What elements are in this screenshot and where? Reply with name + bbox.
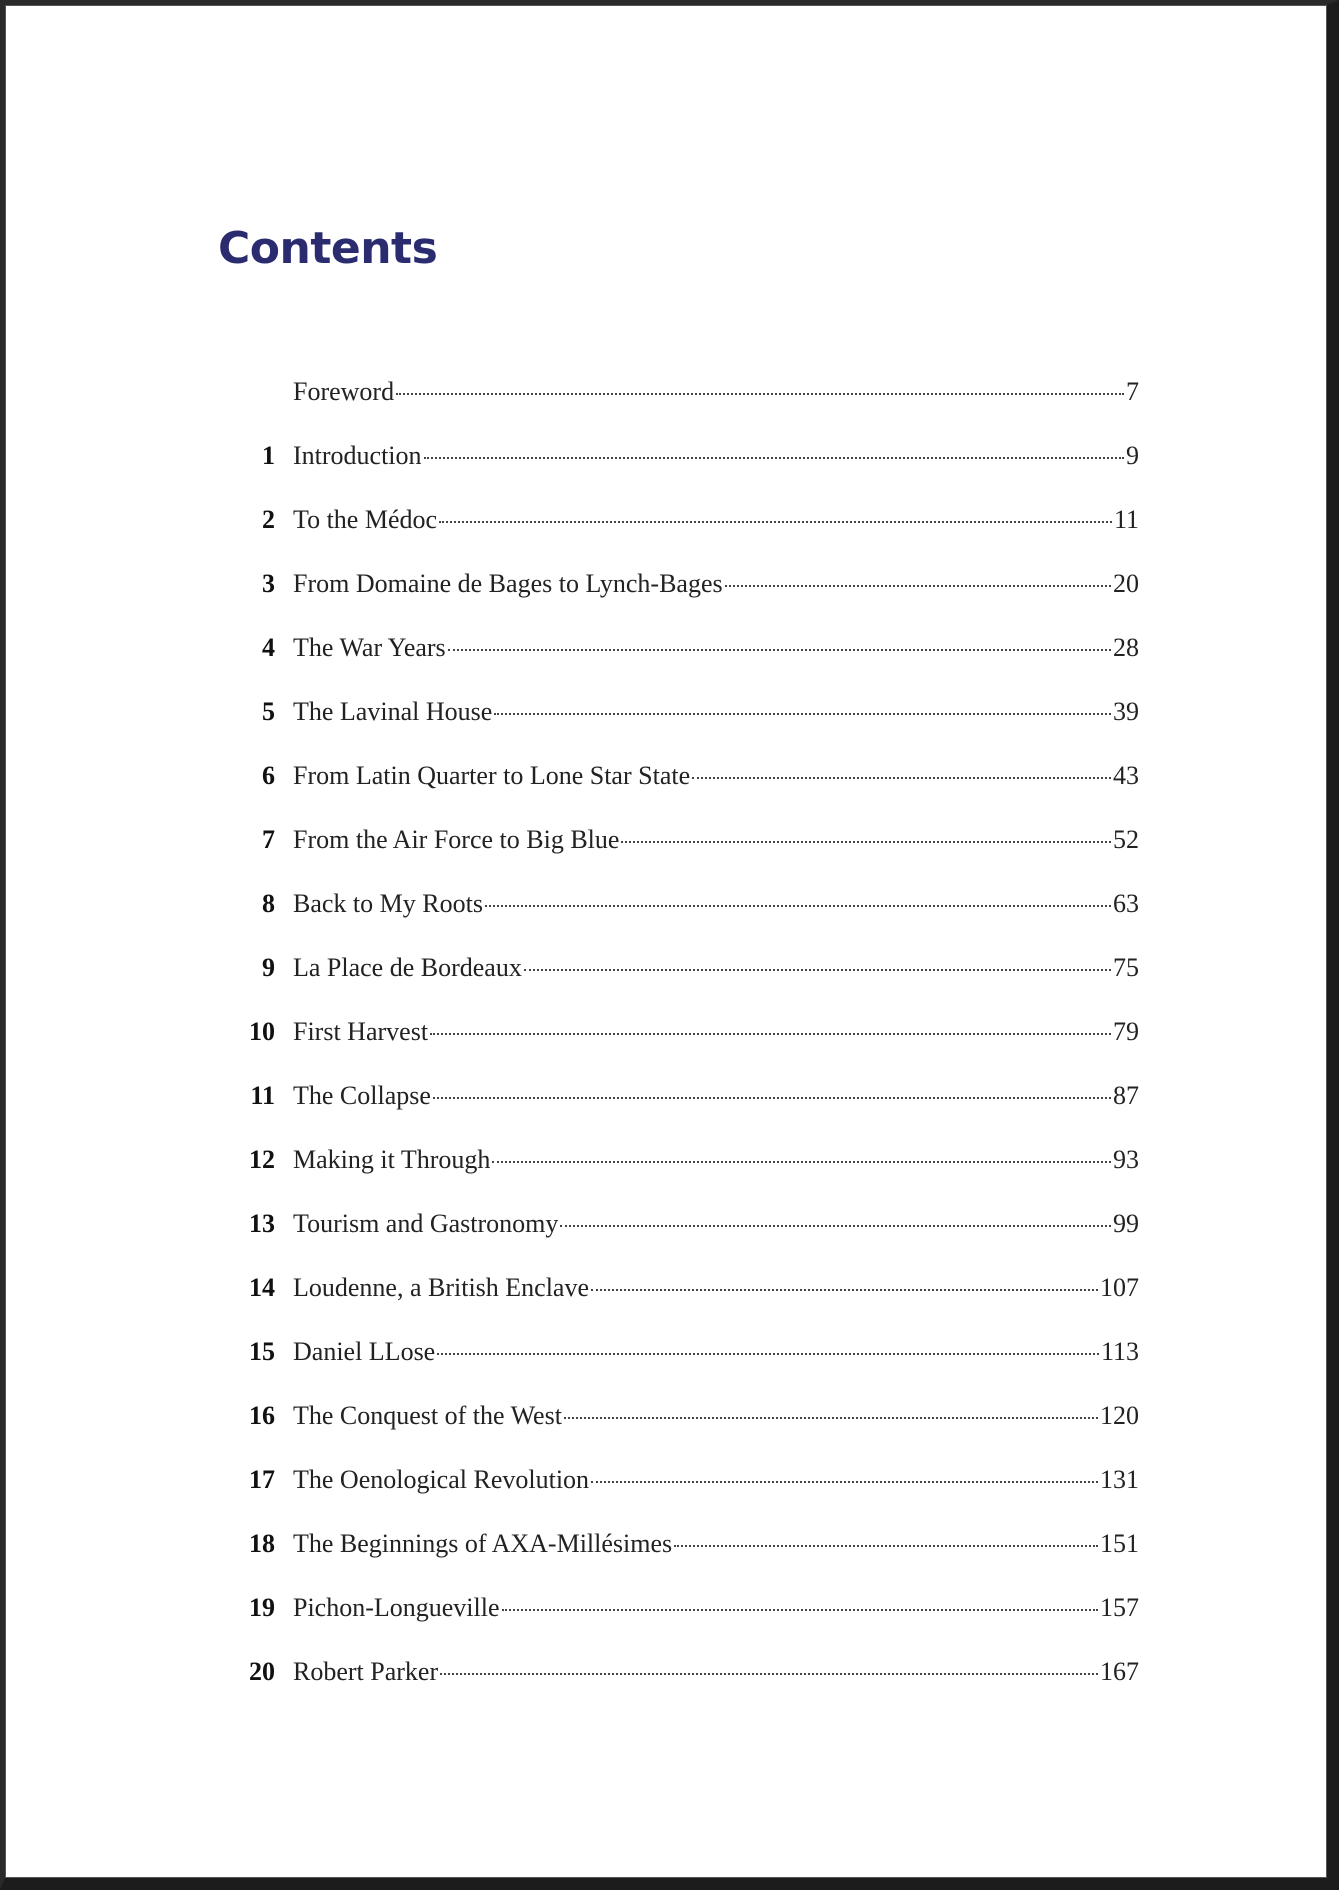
toc-entry-chapter-10[interactable]: [230, 1017, 1139, 1081]
toc-entry-title: To the Médoc: [293, 505, 438, 534]
dot-leader: [560, 1225, 1111, 1227]
toc-entry-number: 11: [250, 1081, 275, 1110]
toc-entry-page: 131: [1100, 1465, 1139, 1494]
dot-leader: [424, 457, 1124, 459]
toc-entry-number: 12: [249, 1145, 275, 1174]
toc-entry-number: 1: [262, 441, 275, 470]
toc-entry-title: The War Years: [293, 633, 446, 662]
toc-entry-page: 120: [1100, 1401, 1139, 1430]
toc-entry-chapter-6[interactable]: [230, 761, 1139, 825]
toc-entry-number: 9: [262, 953, 275, 982]
toc-entry-chapter-2[interactable]: [230, 505, 1139, 569]
toc-entry-number: 4: [262, 633, 275, 662]
toc-entry-title: Loudenne, a British Enclave: [293, 1273, 590, 1302]
toc-entry-page: 20: [1113, 569, 1139, 598]
dot-leader: [440, 1673, 1098, 1675]
dot-leader: [692, 777, 1111, 779]
toc-entry-chapter-9[interactable]: [230, 953, 1139, 1017]
toc-entry-title: Pichon-Longueville: [293, 1593, 500, 1622]
toc-entry-page: 87: [1113, 1081, 1139, 1110]
toc-entry-number: 5: [262, 697, 275, 726]
toc-entry-page: 52: [1113, 825, 1139, 854]
toc-entry-chapter-17[interactable]: [230, 1465, 1139, 1529]
dot-leader: [396, 393, 1124, 395]
toc-entry-chapter-11[interactable]: [230, 1081, 1139, 1145]
toc-entry-page: 107: [1100, 1273, 1139, 1302]
toc-entry-number: 14: [249, 1273, 275, 1302]
toc-entry-number: 17: [249, 1465, 275, 1494]
toc-entry-title: From Domaine de Bages to Lynch-Bages: [293, 569, 723, 598]
toc-entry-number: 16: [249, 1401, 275, 1430]
toc-entry-number: 10: [249, 1017, 275, 1046]
toc-entry-page: 99: [1113, 1209, 1139, 1238]
toc-entry-title: Tourism and Gastronomy: [293, 1209, 559, 1238]
dot-leader: [591, 1289, 1098, 1291]
toc-entry-page: 43: [1113, 761, 1139, 790]
toc-entry-chapter-5[interactable]: [230, 697, 1139, 761]
toc-entry-title: The Beginnings of AXA-Millésimes: [293, 1529, 673, 1558]
dot-leader: [502, 1609, 1098, 1611]
dot-leader: [564, 1417, 1098, 1419]
dot-leader: [725, 585, 1111, 587]
toc-entry-chapter-14[interactable]: [230, 1273, 1139, 1337]
toc-entry-page: 93: [1113, 1145, 1139, 1174]
toc-entry-title: The Lavinal House: [293, 697, 493, 726]
toc-entry-title: Robert Parker: [293, 1657, 439, 1686]
toc-entry-title: Foreword: [293, 377, 395, 406]
toc-entry-chapter-19[interactable]: [230, 1593, 1139, 1657]
toc-entry-title: The Conquest of the West: [293, 1401, 562, 1430]
toc-entry-title: Daniel LLose: [293, 1337, 436, 1366]
dot-leader: [674, 1545, 1098, 1547]
toc-entry-page: 11: [1113, 505, 1139, 534]
dot-leader: [524, 969, 1111, 971]
toc-entry-number: 2: [262, 505, 275, 534]
toc-entry-page: 79: [1113, 1017, 1139, 1046]
page-title: Contents: [218, 223, 438, 274]
toc-entry-title: The Oenological Revolution: [293, 1465, 590, 1494]
dot-leader: [437, 1353, 1099, 1355]
toc-entry-title: The Collapse: [293, 1081, 431, 1110]
toc-entry-page: 39: [1113, 697, 1139, 726]
toc-entry-number: 19: [249, 1593, 275, 1622]
toc-entry-page: 157: [1100, 1593, 1139, 1622]
dot-leader: [492, 1161, 1111, 1163]
toc-entry-chapter-16[interactable]: [230, 1401, 1139, 1465]
toc-entry-chapter-18[interactable]: [230, 1529, 1139, 1593]
toc-entry-chapter-13[interactable]: [230, 1209, 1139, 1273]
dot-leader: [494, 713, 1111, 715]
toc-entry-chapter-12[interactable]: [230, 1145, 1139, 1209]
toc-entry-number: 18: [249, 1529, 275, 1558]
dot-leader: [448, 649, 1111, 651]
toc-entry-title: Back to My Roots: [293, 889, 483, 918]
dot-leader: [433, 1097, 1111, 1099]
toc-entry-page: 151: [1100, 1529, 1139, 1558]
toc-entry-chapter-15[interactable]: [230, 1337, 1139, 1401]
toc-entry-number: 6: [262, 761, 275, 790]
dot-leader: [591, 1481, 1098, 1483]
toc-entry-chapter-7[interactable]: [230, 825, 1139, 889]
toc-entry-title: Introduction: [293, 441, 422, 470]
toc-entry-page: 75: [1113, 953, 1139, 982]
toc-entry-number: 3: [262, 569, 275, 598]
toc-entry-page: 63: [1113, 889, 1139, 918]
toc-entry-page: 28: [1113, 633, 1139, 662]
toc-entry-page: 9: [1126, 441, 1139, 470]
toc-entry-title: First Harvest: [293, 1017, 429, 1046]
toc-entry-foreword[interactable]: [230, 377, 1139, 441]
toc-entry-number: 15: [249, 1337, 275, 1366]
toc-entry-number: 20: [249, 1657, 275, 1686]
toc-entry-chapter-3[interactable]: [230, 569, 1139, 633]
toc-entry-page: 7: [1126, 377, 1139, 406]
toc-entry-chapter-8[interactable]: [230, 889, 1139, 953]
toc-entry-title: From the Air Force to Big Blue: [293, 825, 620, 854]
toc-entry-title: La Place de Bordeaux: [293, 953, 522, 982]
dot-leader: [439, 521, 1112, 523]
toc-entry-title: From Latin Quarter to Lone Star State: [293, 761, 691, 790]
toc-entry-page: 167: [1100, 1657, 1139, 1686]
table-of-contents: [230, 377, 1139, 1721]
dot-leader: [430, 1033, 1111, 1035]
dot-leader: [485, 905, 1111, 907]
toc-entry-number: 7: [262, 825, 275, 854]
toc-entry-chapter-20[interactable]: [230, 1657, 1139, 1721]
toc-entry-chapter-1[interactable]: [230, 441, 1139, 505]
dot-leader: [621, 841, 1111, 843]
toc-entry-number: 8: [262, 889, 275, 918]
toc-entry-title: Making it Through: [293, 1145, 491, 1174]
toc-entry-page: 113: [1100, 1337, 1139, 1366]
toc-entry-chapter-4[interactable]: [230, 633, 1139, 697]
toc-entry-number: 13: [249, 1209, 275, 1238]
